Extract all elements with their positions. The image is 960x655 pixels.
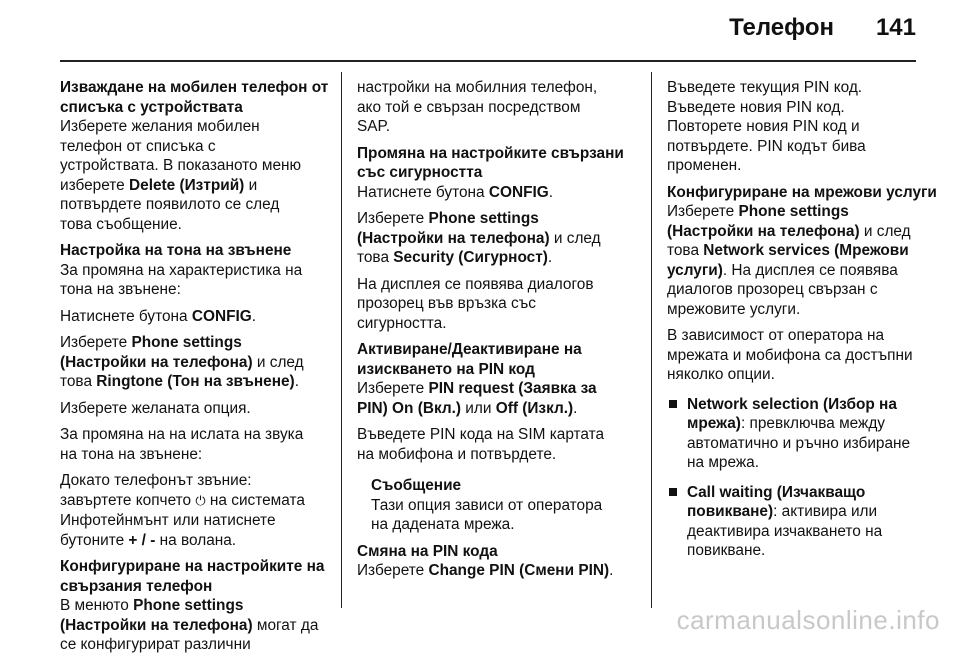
- text-run: .: [548, 183, 554, 201]
- text-line: Въведете текущия PIN код.: [667, 79, 863, 96]
- text-line: [60, 596, 330, 616]
- text-line: устройствата. В показаното меню: [60, 157, 302, 174]
- text-line: Изберете желаната опция.: [60, 399, 251, 417]
- text-line: [357, 183, 637, 203]
- button-term: + / -: [128, 531, 156, 549]
- text-line: [667, 222, 942, 242]
- menu-option-term: Phone settings: [133, 597, 244, 614]
- text-run: това: [60, 373, 97, 390]
- text-line: [357, 379, 637, 399]
- section-heading: Промяна на настройките свързани: [357, 144, 624, 162]
- section-heading: свързания телефон: [60, 577, 213, 595]
- text-line: мрежовите услуги.: [667, 300, 801, 318]
- text-run: : активира или: [773, 503, 878, 520]
- bullet-square-icon: [669, 400, 677, 408]
- text-line: [60, 353, 330, 373]
- text-run: .: [547, 249, 553, 266]
- text-run: могат да: [252, 616, 319, 634]
- text-line: деактивира изчакването на: [687, 522, 883, 540]
- section-heading: Конфигуриране на настройките на: [60, 558, 325, 575]
- text-run: : превключва между: [740, 415, 886, 432]
- text-run: това: [667, 242, 704, 259]
- text-run: изберете: [60, 176, 130, 194]
- menu-option-term: (Настройки на телефона): [60, 353, 253, 371]
- text-line: [357, 209, 637, 229]
- menu-option-term: (Настройки на телефона): [60, 616, 253, 634]
- menu-option-term: Delete (Изтрий): [129, 176, 245, 194]
- section-heading: изискването на PIN код: [357, 360, 535, 378]
- column-3: [667, 78, 942, 561]
- text-line: За промяна на на ислата на звука: [60, 426, 304, 443]
- text-run: .: [251, 307, 257, 325]
- section-heading: Изваждане на мобилен телефон от: [60, 79, 329, 96]
- text-run: и след: [859, 222, 911, 240]
- text-line: [357, 248, 637, 268]
- page-title: Телефон: [729, 14, 834, 41]
- text-run: бутоните: [60, 531, 129, 549]
- text-line: повикване.: [687, 542, 766, 559]
- menu-option-term: PIN request (Заявка за: [428, 380, 597, 397]
- text-line: [60, 491, 330, 512]
- text-run: .: [573, 399, 578, 417]
- text-line: [357, 561, 637, 581]
- section-heading: Настройка на тона на звънене: [60, 242, 292, 259]
- text-run: Натиснете бутона: [357, 183, 489, 201]
- text-line: На дисплея се появява диалогов: [357, 275, 594, 293]
- text-run: Изберете: [667, 203, 739, 220]
- text-line: на мобифона и потвърдете.: [357, 445, 557, 463]
- text-line: няколко опции.: [667, 366, 775, 383]
- menu-option-term: мрежа): [687, 415, 741, 432]
- text-line: SAP.: [357, 118, 391, 135]
- text-line: прозорец във връзка със: [357, 295, 536, 312]
- text-line: телефон от списъка с: [60, 137, 216, 155]
- text-line: потвърдете. PIN кодът бива: [667, 137, 866, 155]
- text-line: променен.: [667, 157, 742, 174]
- menu-option-term: (Настройки на телефона): [667, 222, 860, 240]
- header-rule: [60, 60, 916, 62]
- menu-option-term: повикване): [687, 503, 774, 520]
- power-knob-icon: ⏻: [195, 493, 206, 509]
- text-line: [667, 414, 942, 434]
- section-heading: Активиране/Деактивиране на: [357, 341, 582, 358]
- text-line: Инфотейнмънт или натиснете: [60, 512, 276, 529]
- text-line: [667, 483, 942, 503]
- text-run: .: [609, 562, 614, 579]
- text-line: [60, 176, 330, 196]
- note-box: [357, 476, 637, 535]
- text-run: на волана.: [155, 531, 237, 549]
- text-line: автоматично и ръчно избиране: [687, 434, 911, 452]
- text-line: [357, 399, 637, 419]
- menu-option-term: Network selection (Избор на: [687, 395, 897, 413]
- text-line: [667, 502, 942, 522]
- text-run: Изберете: [357, 210, 429, 227]
- menu-option-term: Phone settings: [131, 334, 242, 351]
- section-heading: Смяна на PIN кода: [357, 542, 498, 560]
- text-line: [60, 333, 330, 353]
- text-line: Изберете желания мобилен: [60, 118, 260, 135]
- menu-option-term: Network services (Мрежови: [703, 242, 909, 259]
- text-line: се конфигурират различни: [60, 636, 251, 653]
- menu-option-term: (Настройки на телефона): [357, 229, 550, 247]
- menu-option-term: Off (Изкл.): [495, 399, 574, 417]
- text-run: .: [294, 373, 299, 390]
- section-heading: със сигурността: [357, 164, 483, 181]
- menu-option-term: Security (Сигурност): [393, 249, 548, 266]
- text-line: сигурността.: [357, 314, 447, 332]
- text-line: мрежата и мобифона са достъпни: [667, 346, 913, 364]
- text-line: [667, 395, 942, 415]
- bullet-item: [667, 395, 942, 473]
- menu-option-term: услуги): [667, 261, 723, 279]
- text-line: на дадената мрежа.: [371, 516, 515, 533]
- bullet-item: [667, 483, 942, 561]
- page-number: 141: [875, 14, 916, 41]
- text-run: Изберете: [357, 562, 429, 579]
- watermark: carmanualsonline.info: [676, 605, 940, 635]
- text-line: [60, 307, 330, 327]
- text-run: на системата: [205, 491, 305, 509]
- text-line: ако той е свързан посредством: [357, 98, 581, 116]
- section-heading: списъка с устройствата: [60, 98, 243, 116]
- text-run: Изберете: [357, 380, 429, 397]
- menu-option-term: Phone settings: [738, 203, 849, 220]
- page-header: [0, 0, 960, 60]
- text-line: настройки на мобилния телефон,: [357, 79, 598, 96]
- text-run: и: [244, 176, 258, 194]
- button-term: CONFIG: [191, 307, 252, 325]
- text-line: Тази опция зависи от оператора: [371, 496, 603, 514]
- text-line: това съобщение.: [60, 215, 182, 233]
- text-line: диалогов прозорец свързан с: [667, 281, 878, 298]
- text-line: [357, 229, 637, 249]
- column-2: [357, 78, 637, 581]
- text-line: [667, 241, 942, 261]
- column-1: [60, 78, 330, 655]
- menu-option-term: Phone settings: [428, 210, 539, 227]
- text-run: и след: [252, 353, 304, 371]
- text-line: [667, 261, 942, 281]
- text-run: . На дисплея се появява: [722, 261, 898, 279]
- text-line: на тона на звънене:: [60, 445, 203, 463]
- text-run: и след: [549, 229, 601, 247]
- text-run: Натиснете бутона: [60, 307, 192, 325]
- menu-option-term: Call waiting (Изчакващо: [687, 483, 866, 501]
- text-line: В зависимост от оператора на: [667, 327, 885, 344]
- text-run: В менюто: [60, 597, 134, 614]
- column-divider-1: [341, 72, 342, 608]
- text-run: или: [461, 399, 496, 417]
- text-run: завъртете копчето: [60, 491, 196, 509]
- note-title: Съобщение: [371, 477, 462, 494]
- text-line: [60, 531, 330, 551]
- column-divider-2: [651, 72, 652, 608]
- text-run: това: [357, 249, 394, 266]
- text-line: [60, 372, 330, 392]
- text-line: [667, 202, 942, 222]
- text-line: Въведете новия PIN код.: [667, 98, 845, 116]
- text-line: на мрежа.: [687, 454, 759, 471]
- button-term: CONFIG: [488, 183, 549, 201]
- text-line: потвърдете появилото се след: [60, 196, 280, 213]
- text-line: Повторете новия PIN код и: [667, 118, 860, 135]
- section-heading: Конфигуриране на мрежови услуги: [667, 183, 937, 201]
- bullet-square-icon: [669, 488, 677, 496]
- text-run: Изберете: [60, 334, 132, 351]
- menu-option-term: PIN) On (Вкл.): [357, 399, 462, 417]
- text-line: [60, 616, 330, 636]
- text-line: Въведете PIN кода на SIM картата: [357, 426, 605, 443]
- text-line: За промяна на характеристика на: [60, 261, 303, 279]
- menu-option-term: Ringtone (Тон на звънене): [96, 373, 295, 390]
- text-line: тона на звънене:: [60, 281, 181, 298]
- menu-option-term: Change PIN (Смени PIN): [428, 562, 610, 579]
- text-line: Докато телефонът звъние:: [60, 472, 252, 489]
